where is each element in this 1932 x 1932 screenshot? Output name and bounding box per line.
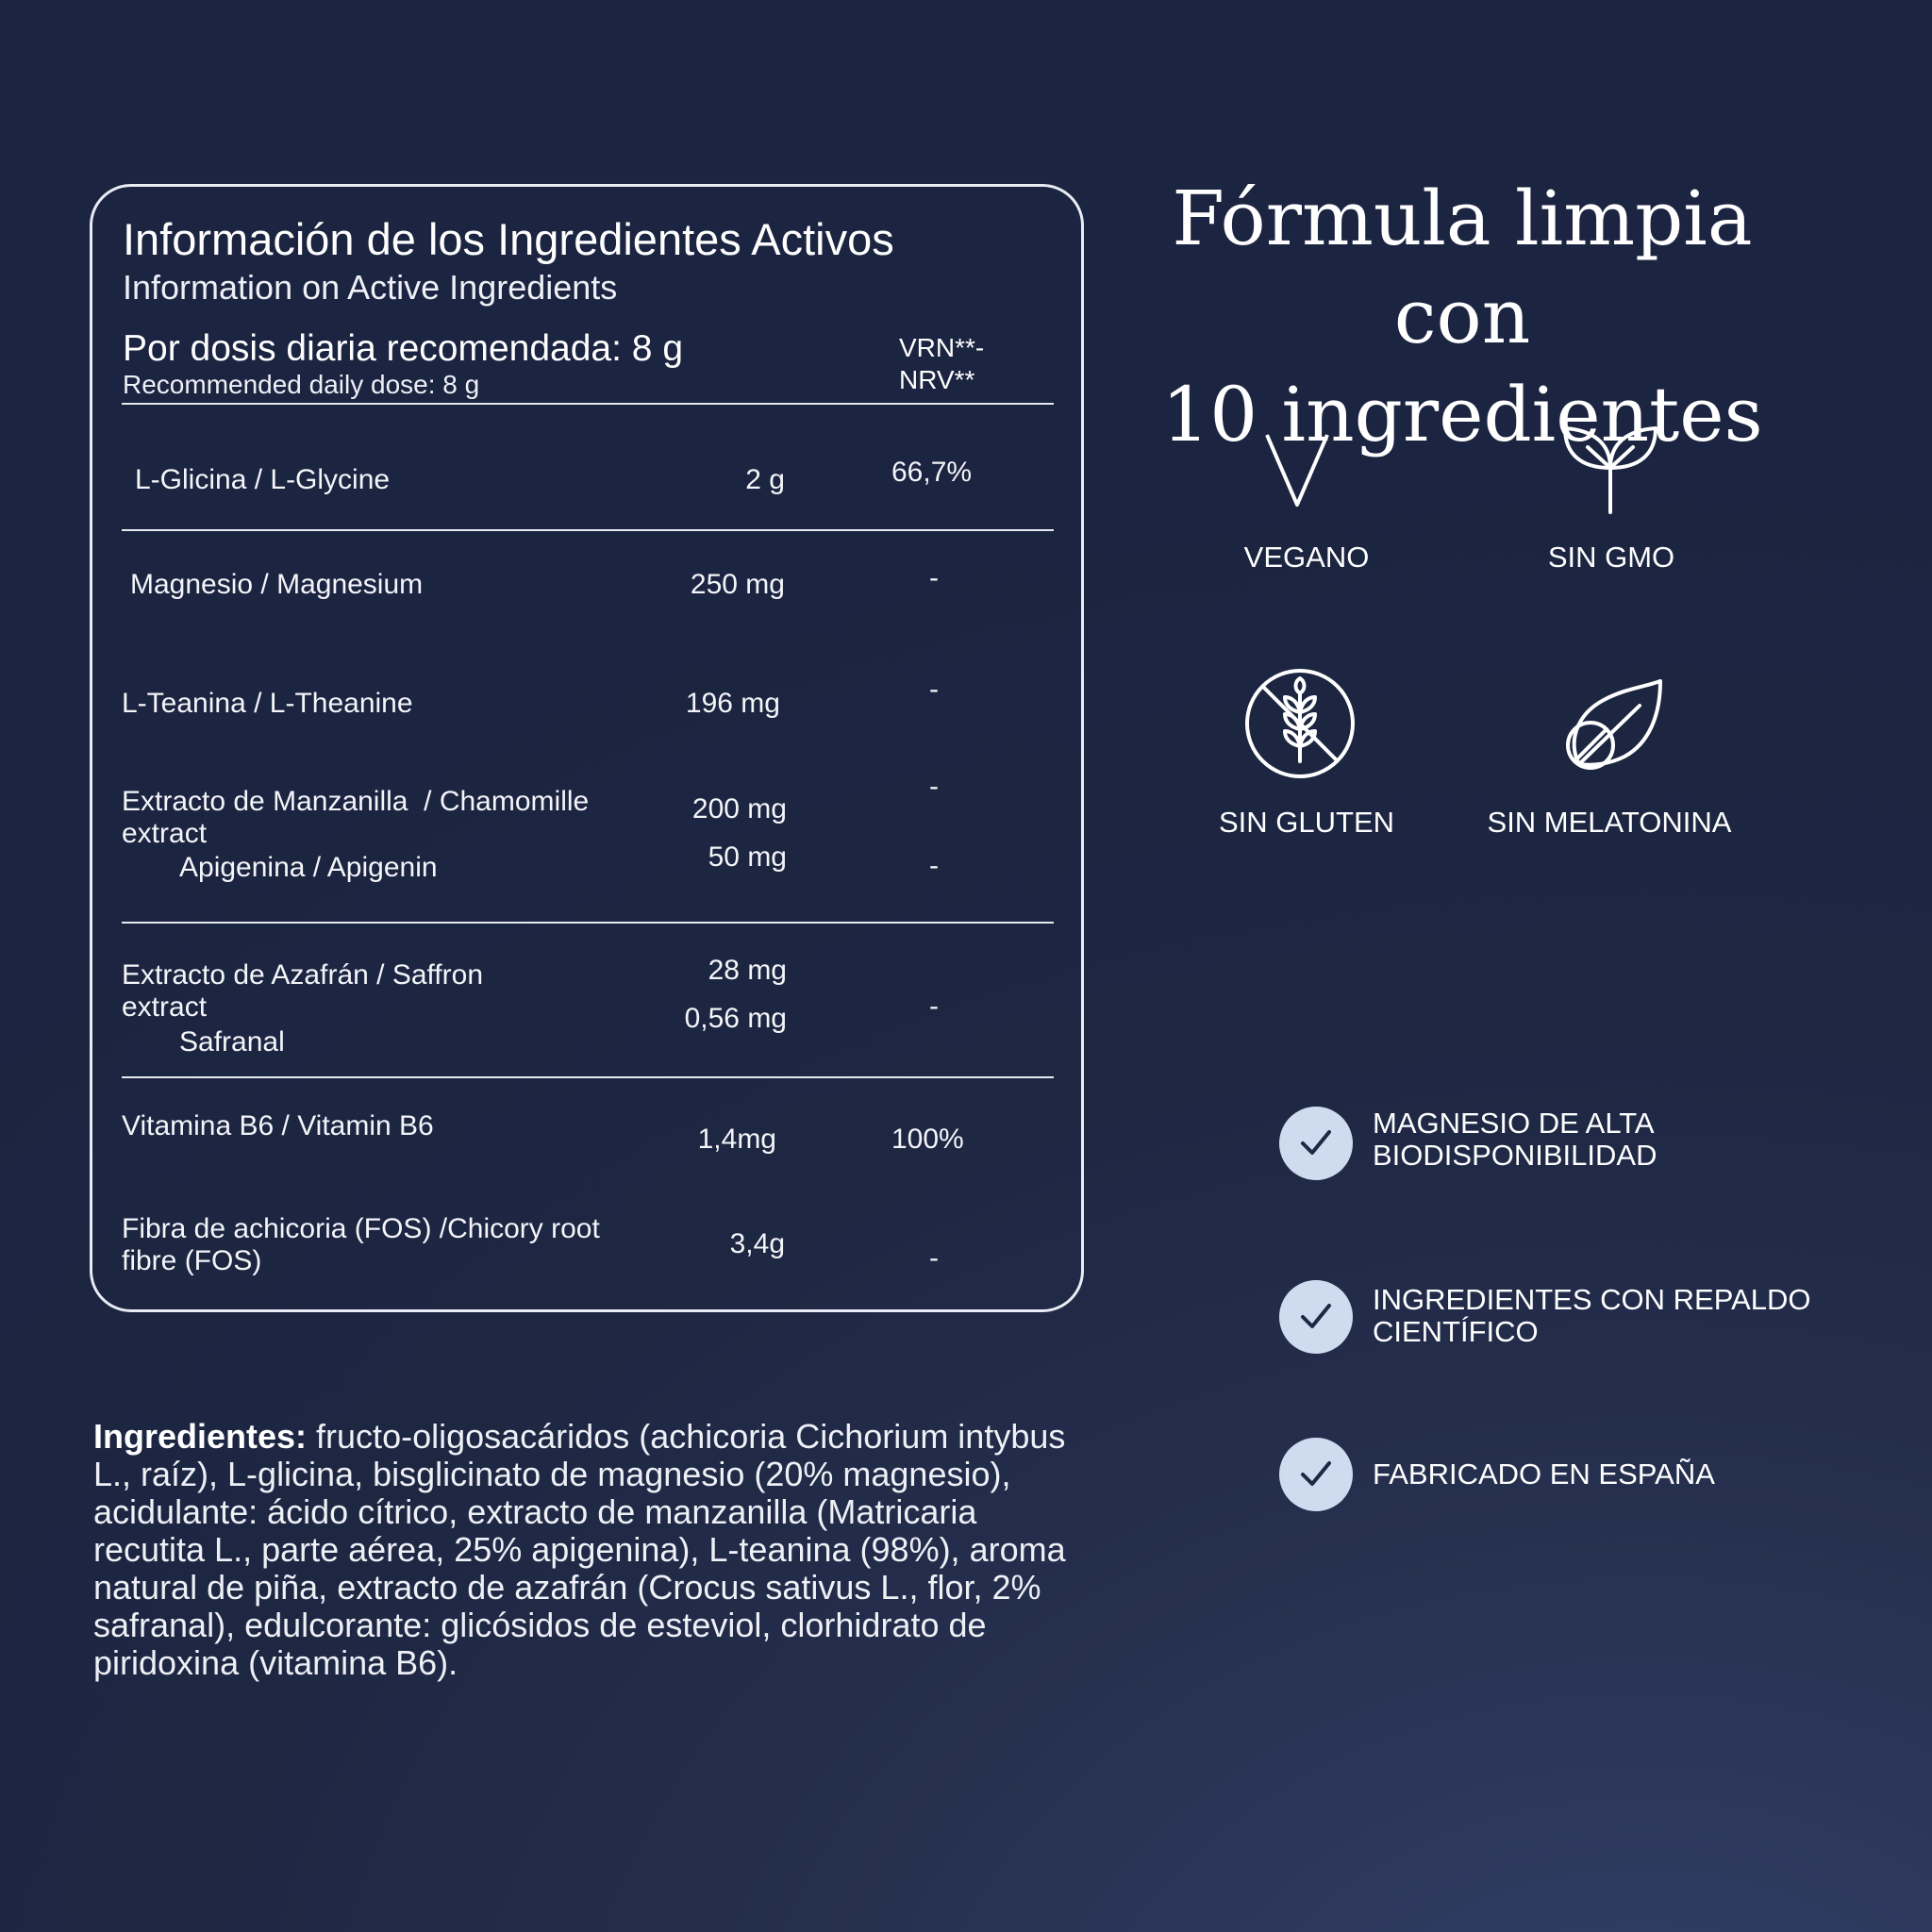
row-amount-magnesium: 250 mg (690, 569, 785, 600)
row-vrn-chicory-fibre: - (929, 1242, 939, 1274)
table-subtitle: Information on Active Ingredients (123, 268, 618, 307)
row-amount-glycine: 2 g (745, 464, 785, 495)
vegan-v-icon (1259, 429, 1335, 509)
row-amount-safranal: 0,56 mg (684, 1003, 787, 1034)
row-vrn-glycine: 66,7% (891, 457, 973, 488)
row-amount-saffron: 28 mg (708, 955, 787, 986)
no-leaf-icon (1558, 677, 1664, 772)
badge-label-vegano: VEGANO (1243, 541, 1370, 574)
row-vrn-chamomile: - (929, 771, 939, 802)
claim-magnesio: MAGNESIO DE ALTA BIODISPONIBILIDAD (1373, 1107, 1657, 1172)
daily-dose-label-en: Recommended daily dose: 8 g (123, 370, 480, 399)
row-amount-theanine: 196 mg (685, 688, 780, 719)
no-wheat-icon (1243, 667, 1357, 780)
table-divider (122, 403, 1054, 405)
row-sub-safranal: Safranal (179, 1026, 285, 1058)
headline-line-1: Fórmula limpia con (1172, 175, 1753, 360)
vrn-column-header: VRN**- NRV** (899, 333, 985, 394)
row-amount-apigenin: 50 mg (708, 841, 787, 873)
row-name-magnesium: Magnesio / Magnesium (130, 569, 424, 600)
row-amount-chamomile: 200 mg (691, 793, 787, 824)
row-sub-apigenin: Apigenina / Apigenin (179, 852, 438, 883)
ingredients-paragraph (93, 1418, 1074, 1682)
row-name-glycine: L-Glicina / L-Glycine (135, 464, 391, 495)
row-name-chamomile: Extracto de Manzanilla / Chamomille extract (122, 786, 590, 849)
row-vrn-magnesium: - (929, 562, 939, 593)
table-divider (122, 922, 1054, 924)
headline-line-2: 10 ingredientes (1161, 371, 1763, 458)
row-name-chicory-fibre: Fibra de achicoria (FOS) /Chicory root fibre (FOS) (122, 1213, 600, 1276)
badge-label-sin-melatonina: SIN MELATONINA (1487, 806, 1732, 839)
ingredients-label: Ingredientes: (93, 1417, 308, 1456)
leaf-sprout-icon (1561, 423, 1660, 515)
row-vrn-theanine: - (929, 674, 939, 705)
check-icon (1279, 1280, 1353, 1354)
row-vrn-vitamin-b6: 100% (891, 1124, 964, 1155)
claim-fabricado: FABRICADO EN ESPAÑA (1373, 1457, 1715, 1491)
headline (1113, 170, 1811, 464)
row-name-theanine: L-Teanina / L-Theanine (122, 688, 413, 719)
row-name-vitamin-b6: Vitamina B6 / Vitamin B6 (122, 1110, 434, 1141)
row-vrn-apigenin: - (929, 850, 939, 881)
row-amount-vitamin-b6: 1,4mg (697, 1124, 776, 1155)
row-amount-chicory-fibre: 3,4g (729, 1228, 785, 1259)
table-divider (122, 529, 1054, 531)
check-icon (1279, 1438, 1353, 1511)
badge-label-sin-gmo: SIN GMO (1547, 541, 1675, 574)
ingredients-text: fructo-oligosacáridos (achicoria Cichorium intybus L., raíz), L-glicina, bisglicinato de magnesio (20% magnesio), acidulante: ácido cítrico, extracto de manzanilla (Matricaria recutita L., parte aérea, 25% apigenina), L-teanina (98%), aroma natural de piña, extracto de azafrán (Crocus sativus L., flor, 2% safranal), edulcorante: glicósidos de esteviol, clorhidrato de piridoxina (vitamina B6). (93, 1417, 1066, 1682)
table-title: Información de los Ingredientes Activos (123, 214, 894, 264)
daily-dose-label: Por dosis diaria recomendada: 8 g (123, 328, 684, 369)
check-icon (1279, 1107, 1353, 1180)
row-vrn-saffron: - (929, 991, 939, 1022)
row-name-saffron: Extracto de Azafrán / Saffron extract (122, 959, 483, 1023)
table-divider (122, 1076, 1054, 1078)
claim-ingredientes: INGREDIENTES CON REPALDO CIENTÍFICO (1373, 1283, 1811, 1348)
badge-label-sin-gluten: SIN GLUTEN (1218, 806, 1395, 839)
